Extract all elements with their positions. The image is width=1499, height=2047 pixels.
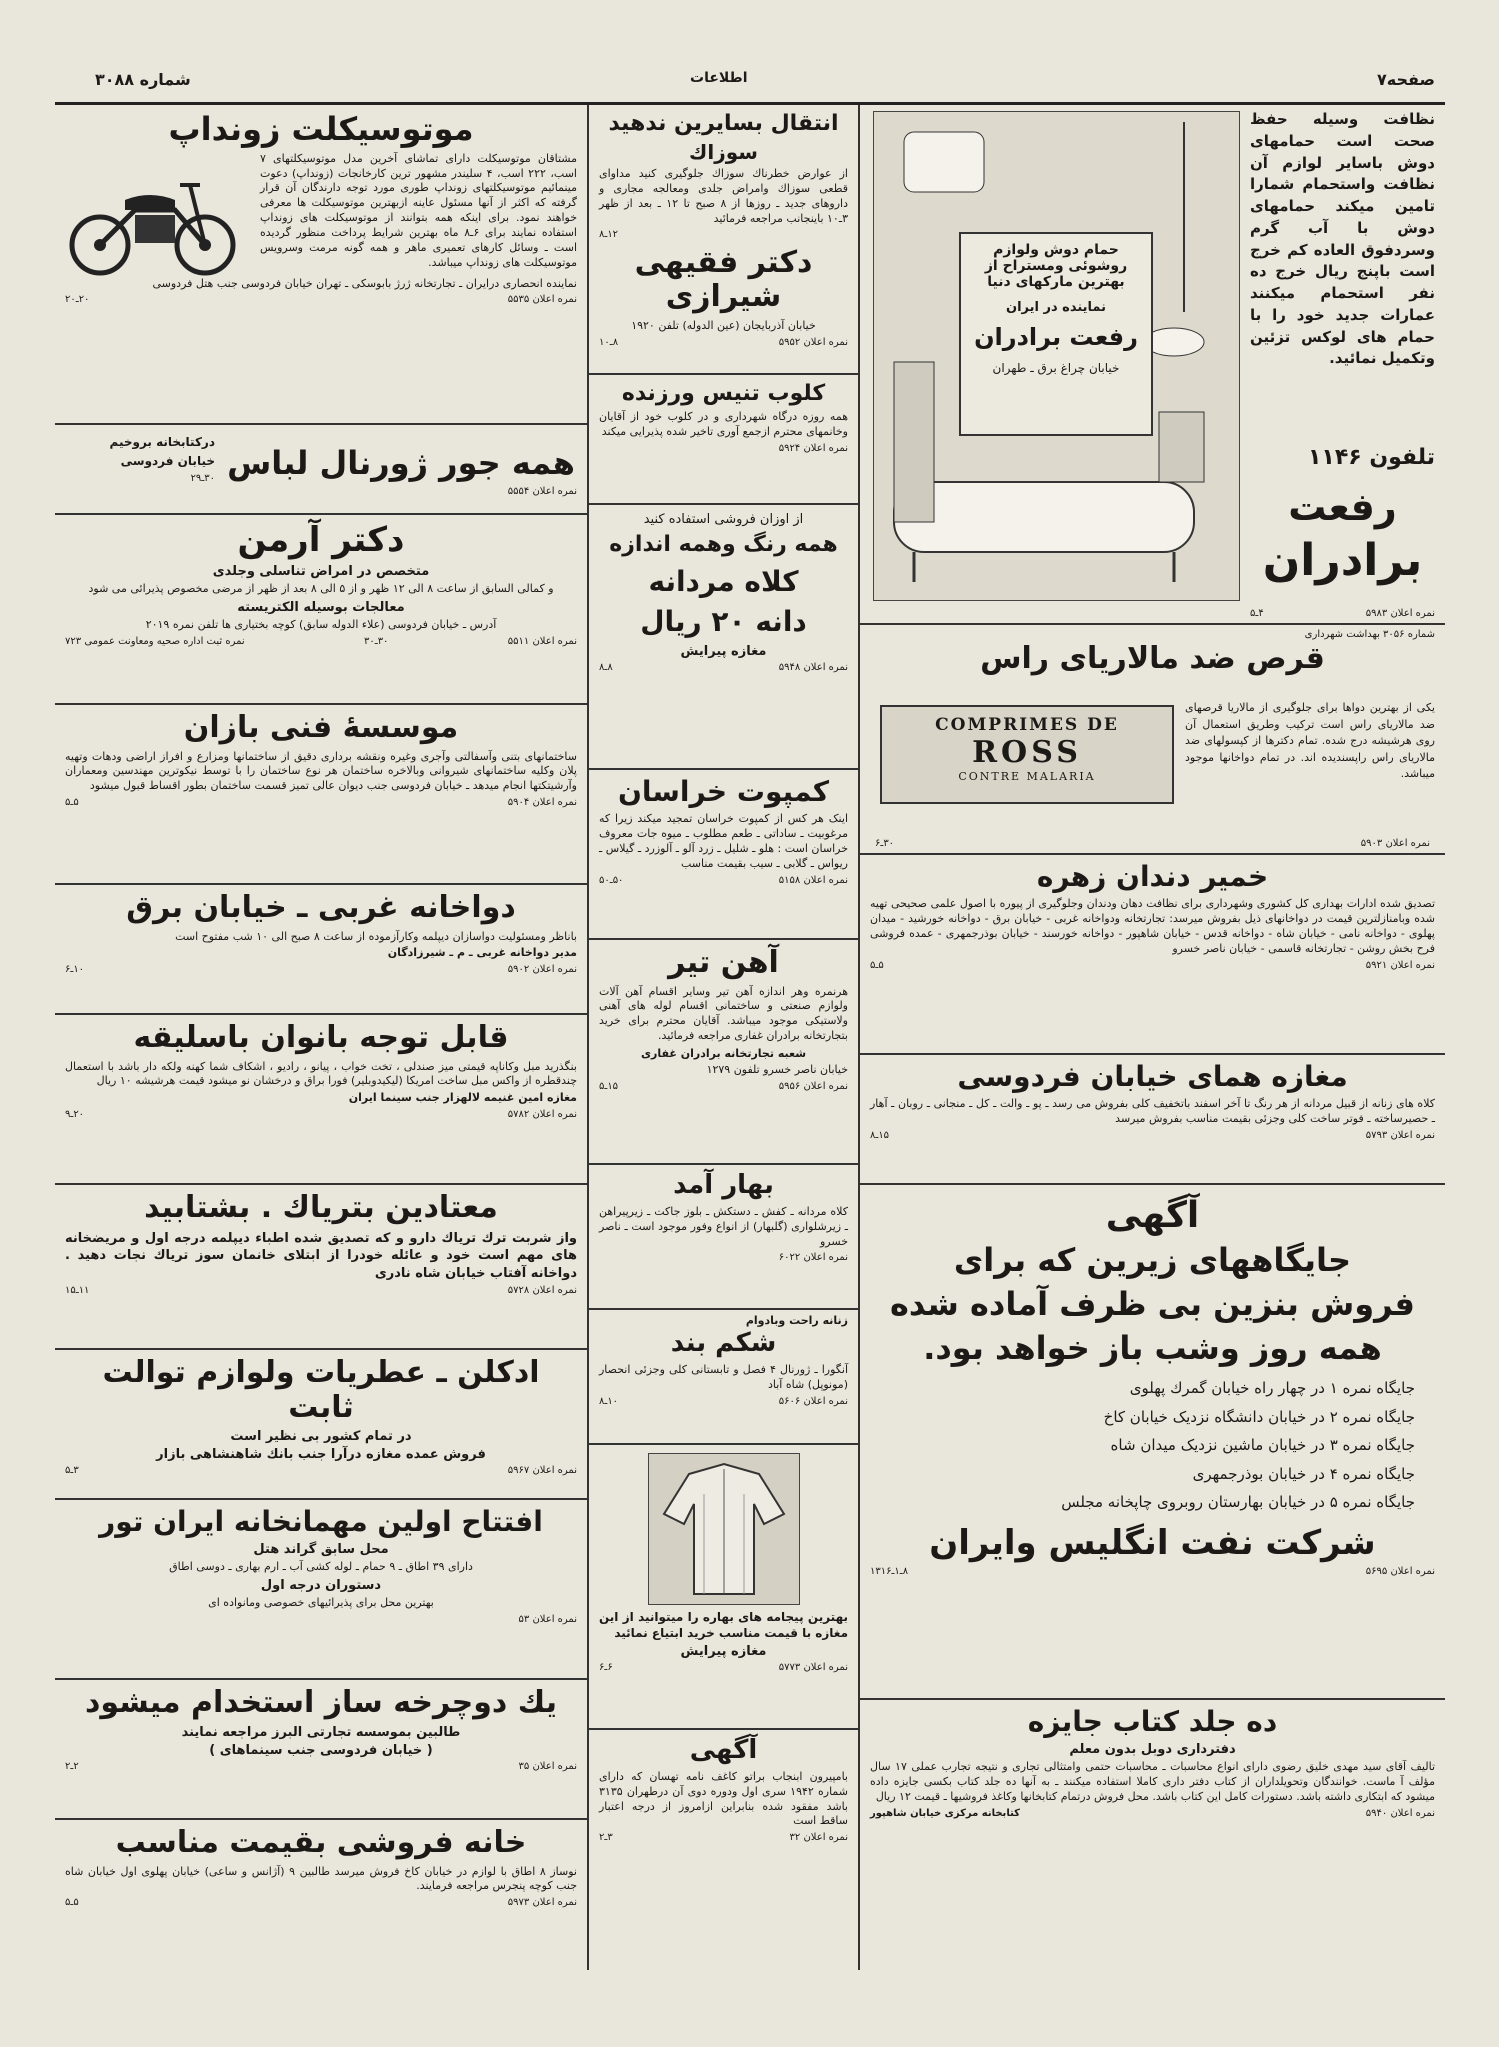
journal-title: همه جور ژورنال لباس — [227, 444, 575, 482]
ad-house-for-sale — [55, 1820, 587, 1960]
books-adno: نمره اعلان ۵۹۴۰ — [1365, 1807, 1435, 1819]
pajama-footer — [599, 1662, 848, 1673]
hat-code: ۱۵ـ۸ — [870, 1129, 890, 1141]
moto-footer — [65, 294, 577, 305]
cologne-code: ۳ـ۵ — [65, 1465, 79, 1476]
move-adno: نمره اعلان ۵۹۵۲ — [778, 336, 848, 348]
ad-zundapp-motorcycle — [55, 105, 587, 425]
ad-opium-cure — [55, 1185, 587, 1350]
books-footer — [870, 1808, 1435, 1819]
house-code: ۵ـ۵ — [65, 1897, 79, 1909]
pharmacy-footer — [65, 964, 577, 975]
hat-footer — [870, 1130, 1435, 1141]
toothpaste-title: خمیر دندان زهره — [1036, 860, 1269, 893]
motorcycle-illustration — [65, 165, 240, 280]
bath-code: ۴ـ۵ — [1250, 608, 1264, 619]
bathroom-illustration — [873, 111, 1240, 601]
ad-bathroom — [860, 105, 1445, 625]
notice2-footer — [599, 1832, 848, 1843]
armen-registration: نمره ثبت اداره صحیه ومعاونت عمومی ۷۲۳ — [65, 635, 245, 647]
hotel-text: دارای ۳۹ اطاق ـ ۹ حمام ـ لوله کشی آب ـ ارم بهاری ـ دوسی اطاق — [169, 1560, 473, 1574]
doctor-address: خیابان آذربایجان (عین الدوله) تلفن ۱۹۲۰ — [631, 318, 816, 332]
iron-footer — [599, 1081, 848, 1092]
move-text: از عوارض خطرناك سوزاك جلوگیری کنید مداوای قطعی سوزاك وامراض جلدی ومعالجه مجاری و داروهای جدید ـ روزها از ۸ صبح تا ۱۲ ـ بعد از ظهر ۳ـ۱۰ باینجانب مراجعه فرمائید — [599, 167, 848, 225]
tennis-text: همه روزه درگاه شهرداری و در کلوب خود از آقایان وخانمهای محترم ازجمع آوری تاخیر شده پذیرایی میکند — [599, 410, 848, 439]
pajama-drawing — [649, 1454, 799, 1604]
belt-code: ۱۰ـ۸ — [599, 1395, 619, 1407]
ladies-footer — [65, 1109, 577, 1120]
bazan-code: ۵ـ۵ — [65, 797, 79, 809]
move-footer — [599, 337, 848, 348]
ad-toothpaste — [860, 855, 1445, 1055]
ad-iron-beams — [589, 940, 858, 1165]
ad-mens-hats — [589, 505, 858, 770]
iron-code: ۱۵ـ۵ — [599, 1080, 619, 1092]
ad-petrol-stations — [860, 1185, 1445, 1700]
journal-footer — [65, 486, 577, 497]
house-footer — [65, 1897, 577, 1908]
ad-bicycle-repairman — [55, 1680, 587, 1820]
hat-adno: نمره اعلان ۵۷۹۳ — [1365, 1129, 1435, 1141]
malaria-title: قرص ضد مالاریای راس — [980, 641, 1325, 676]
bath-phone: تلفون ۱۱۴۶ — [1307, 445, 1435, 470]
malaria-footer — [875, 838, 1430, 849]
right-column — [860, 105, 1445, 1970]
hotel-title: افتتاح اولین مهمانخانه ایران تور — [99, 1505, 543, 1538]
cologne-text: در تمام کشور بی نظیر است — [230, 1429, 412, 1444]
armen-title: دکتر آرمن — [237, 520, 405, 560]
bike-footer — [65, 1761, 577, 1772]
pajama-code: ۶ـ۶ — [599, 1662, 613, 1674]
cologne-title: ادکلن ـ عطریات ولوازم توالت ثابت — [102, 1355, 540, 1425]
bath-footer — [1250, 608, 1435, 619]
ross-pill-tube — [880, 705, 1174, 804]
ladies-text: بنگذرید مبل وکاناپه قیمتی میز صندلی ، تخت خواب ، پیانو ، رادیو ، اشکاف شما کهنه ولکه دار باشد با استعمال چندقطره از واکس مبل ساخت امریکا (لیکیدوبلیر) فورا براق و درخشان نو میشود قیمت هرشیشه ۱۰ ریال — [65, 1059, 577, 1088]
spring-text: کلاه مردانه ـ کفش ـ دستکش ـ بلوز جاکت ـ زیرپیراهن ـ زیرشلواری (گلبهار) از انواع وفور موجود است ـ ناصر خسرو — [599, 1204, 848, 1248]
pharmacy-title: دواخانه غربی ـ خیابان برق — [126, 890, 516, 925]
bath-agent-name: رفعت برادران — [974, 323, 1138, 351]
hats-line-0: از اوزان فروشی استفاده کنید — [643, 512, 804, 527]
notice2-code: ۳ـ۲ — [599, 1832, 613, 1844]
bazan-footer — [65, 797, 577, 808]
move-subtitle: سوزاك — [689, 140, 758, 165]
hotel-footer — [65, 1614, 577, 1625]
opium-footer — [65, 1285, 577, 1296]
tennis-adno: نمره اعلان ۵۹۲۴ — [778, 442, 848, 454]
opium-text: واز شربت ترك تریاك دارو و که تصدیق شده اطباء دیپلمه درجه اول و مریضخانه های مهم است خود و عائله خودرا از ابتلای خانمان سوز تریاك نجات دهید . دواخانه آفتاب خیابان شاه نادری — [65, 1230, 577, 1281]
ad-malaria-pills — [860, 625, 1445, 855]
station-list — [890, 1374, 1415, 1517]
ad-doctor-armen — [55, 515, 587, 705]
station-item: جایگاه نمره ۴ در خیابان بوذرجمهری — [1192, 1464, 1415, 1483]
tennis-footer — [599, 443, 848, 454]
moto-title: موتوسیکلت زونداپ — [168, 110, 474, 148]
armen-hours: و کمالی السابق از ساعت ۸ الی ۱۲ ظهر و از ۵ الی ۸ بعد از ظهر از مرضی مخصوص پذیرائی می شود — [88, 582, 554, 596]
belt-adno: نمره اعلان ۵۶۰۶ — [778, 1395, 848, 1407]
motorcycle-drawing — [65, 165, 240, 280]
ad-cologne — [55, 1350, 587, 1500]
books-title: ده جلد کتاب جایزه — [1027, 1705, 1278, 1738]
toothpaste-adno: نمره اعلان ۵۹۲۱ — [1365, 959, 1435, 971]
ad-gharbi-pharmacy — [55, 885, 587, 1015]
books-text: تالیف آقای سید مهدی خلیق رضوی دارای انواع محاسبات ـ محاسبات حتمی وامتثالی تجاری و نتیجه تجارب عملی ۱۷ سال مؤلف آ ماست. خوانندگان وتحویلداران از کتاب دفتر داری کاملا استفاده میکنند ـ به آنها ده جلد کتاب بکسی جایزه داده میشود که ابتکاری داشته باشد. دستورات کامل این کتاب باشد. محل فروش درتمام کتابخانها وکاغذ فروشیها ـ قیمت ۱۲ ریال — [870, 1760, 1436, 1803]
belt-top: زنانه راحت وبادوام — [745, 1314, 848, 1327]
station-item: جایگاه نمره ۱ در چهار راه خیابان گمرك پهلوی — [1129, 1379, 1415, 1398]
toothpaste-footer — [870, 960, 1435, 971]
belt-title: شکم بند — [670, 1328, 777, 1358]
ad-venereal-doctor — [589, 105, 858, 375]
notice-adno: نمره اعلان ۵۶۹۵ — [1365, 1565, 1435, 1577]
notice-code: ۸ـ۱ـ۱۳۱۶ — [870, 1565, 909, 1577]
compote-text: اینک هر کس از کمپوت خراسان تمجید میکند زیرا که مرغوبیت ـ ساداتی ـ طعم مطلوب ـ میوه جات معروف خراسان است : هلو ـ شلیل ـ زرد آلو ـ آلوزرد ـ گیلاس ـ ریواس ـ گلابی ـ سیب بقیمت مناسب — [599, 812, 848, 870]
bath-agent-label: نماینده در ایران — [1005, 300, 1107, 315]
notice-line-1: جایگاههای زیرین که برای — [953, 1241, 1352, 1280]
compote-title: کمپوت خراسان — [617, 775, 830, 808]
ad-bazan-institute — [55, 705, 587, 885]
move-code: ۱۲ـ۸ — [599, 228, 619, 240]
armen-footer — [65, 636, 577, 647]
notice-line-3: همه روز وشب باز خواهد بود. — [923, 1329, 1382, 1368]
bath-address: خیابان چراغ برق ـ طهران — [992, 361, 1120, 375]
ladies-code: ۲۰ـ۹ — [65, 1109, 85, 1121]
ladies-adno: نمره اعلان ۵۷۸۲ — [507, 1109, 577, 1121]
hats-line-3: دانه ۲۰ ریال — [640, 604, 807, 638]
iron-adno: نمره اعلان ۵۹۵۶ — [778, 1080, 848, 1092]
page-number: صفحه۷ — [1377, 70, 1435, 89]
hats-code: ۸ـ۸ — [599, 662, 613, 674]
pharmacy-adno: نمره اعلان ۵۹۰۲ — [507, 964, 577, 976]
journal-code: ۳۰ـ۲۹ — [190, 473, 215, 485]
tennis-title: کلوب تنیس ورزنده — [621, 381, 826, 406]
books-subtitle: دفترداری دوبل بدون معلم — [1069, 1742, 1236, 1758]
ross-label-1: COMPRIMES DE — [935, 715, 1119, 735]
bike-text: طالبین بموسسه تجارتی البرز مراجعه نمایند — [181, 1724, 461, 1740]
iron-address: خیابان ناصر خسرو تلفون ۱۲۷۹ — [706, 1062, 848, 1076]
house-text: نوساز ۸ اطاق با لوازم در خیابان کاخ فروش میرسد طالبین ۹ (آژانس و ساعی) خیابان پهلوی اول خیابان شاه جنب کوچه پنجرس مراجعه فرمایند. — [65, 1864, 577, 1893]
bath-adno: نمره اعلان ۵۹۸۳ — [1365, 608, 1435, 619]
house-title: خانه فروشی بقیمت مناسب — [115, 1825, 527, 1860]
opium-adno: نمره اعلان ۵۷۲۸ — [507, 1285, 577, 1297]
middle-column — [589, 105, 858, 1870]
hats-adno: نمره اعلان ۵۹۴۸ — [778, 662, 848, 674]
ad-fashion-journal — [55, 425, 587, 515]
pajama-text: بهترین پیجامه های بهاره را میتوانید از این مغازه با قیمت مناسب خرید ابتیاع نمائید — [599, 1610, 848, 1641]
belt-text: آنگورا ـ ژورنال ۴ فصل و تابستانی کلی وجزئی انحصار (مونوپل) شاه آباد — [599, 1362, 848, 1391]
house-adno: نمره اعلان ۵۹۷۳ — [507, 1897, 577, 1909]
bath-box-text: حمام دوش ولوازم روشوئی ومستراح از بهترین مارکهای دنیا — [984, 242, 1128, 290]
opium-code: ۱۱ـ۱۵ — [65, 1285, 90, 1297]
bath-text: نظافت وسیله حفظ صحت است حمامهای دوش باسایر لوازم آن نظافت واستحمام شمارا تامین میکند حمامهای دوش با آب گرم وسردفوق العاده کم خرج است باپنج ریال خرج ده نفر استحمام میکنند عمارات جدید خود را با حمام های لوکس تزئین وتکمیل نمائید. — [1250, 110, 1435, 368]
notice-line-2: فروش بنزین بی ظرف آماده شده — [890, 1285, 1415, 1324]
pajama-shop: مغازه پیرایش — [680, 1644, 767, 1660]
cologne-footer — [65, 1465, 577, 1476]
armen-adno: نمره اعلان ۵۵۱۱ — [507, 635, 577, 647]
ad-belt — [589, 1310, 858, 1445]
opium-title: معتادین بتریاك . بشتابید — [144, 1190, 498, 1225]
page-header — [55, 62, 1445, 102]
pharmacy-text: باناظر ومسئولیت دواسازان دیپلمه وکارآزموده از ساعت ۸ صبح الی ۱۰ شب مفتوح است — [175, 929, 577, 943]
iron-text: هرنمره وهر اندازه آهن تیر وسایر اقسام آهن آلات ولوازم صنعتی و ساختمانی اقسام لوله های آهنی ولاستیکی موجود میباشد. آقایان محترم برای خرید بتجارتخانه برادران غفاری مراجعه فرمائید. — [599, 984, 848, 1043]
hotel-subtitle: محل سابق گراند هتل — [253, 1542, 389, 1558]
malaria-ref: شماره ۳۰۵۶ بهداشت شهرداری — [1304, 629, 1435, 640]
station-item: جایگاه نمره ۳ در خیابان ماشین نزدیک میدان شاه — [1110, 1436, 1415, 1455]
newspaper-name: اطلاعات — [690, 70, 748, 86]
hotel-restaurant: دستوران درجه اول — [260, 1578, 382, 1594]
hats-footer — [599, 662, 848, 673]
moto-code: ۲۰ـ۲۰ — [65, 294, 90, 306]
journal-address: خیابان فردوسی — [120, 454, 215, 469]
pajama-illustration — [648, 1453, 800, 1605]
journal-shop: درکتابخانه بروخیم — [109, 435, 215, 449]
books-shop: کتابخانه مرکزی خیابان شاهپور — [870, 1807, 1020, 1819]
bazan-title: موسسهٔ فنی بازان — [183, 710, 459, 745]
cologne-adno: نمره اعلان ۵۹۶۷ — [507, 1465, 577, 1476]
hotel-text-2: بهترین محل برای پذیرائیهای خصوصی ومانواده ای — [208, 1596, 434, 1610]
notice2-adno: نمره اعلان ۳۲ — [789, 1832, 848, 1844]
armen-code: ۳۰ـ۳۰ — [364, 635, 389, 647]
compote-footer — [599, 875, 848, 886]
notice-title: آگهی — [1105, 1195, 1200, 1236]
spring-title: بهار آمد — [673, 1170, 774, 1200]
station-item: جایگاه نمره ۲ در خیابان دانشگاه نزدیک خیابان کاخ — [1103, 1407, 1415, 1426]
move-title: انتقال بسایرین ندهید — [608, 111, 839, 136]
bike-code: ۲ـ۲ — [65, 1760, 79, 1772]
oil-company-name: شرکت نفت انگلیس وایران — [929, 1522, 1376, 1563]
journal-adno: نمره اعلان ۵۵۵۴ — [507, 485, 577, 497]
malaria-code: ۳۰ـ۶ — [875, 838, 895, 849]
ladies-shop: مغازه امین غنیمه لالهزار جنب سینما ایران — [348, 1091, 577, 1105]
pharmacy-code: ۱۰ـ۶ — [65, 964, 85, 976]
spring-adno: نمره اعلان ۶۰۲۲ — [778, 1252, 848, 1264]
moto-agent: نماینده انحصاری درایران ـ تجارتخانه ژرژ بابوسکی ـ تهران خیابان فردوسی جنب هتل فردوسی — [152, 276, 577, 290]
bazan-text: ساختمانهای بتنی وآسفالتی وآجری وغیره ونقشه برداری دقیق از ساختمانها ومزارع و افراز اراضی ودهات وتهیه پلان وکلیه ساختمانهای شیروانی وبالاخره ساختمان هر نوع ساختمان را با توسط نیکوترین مهندسین ومعماران وآرشیتکتها انجام میدهد ـ خیابان فردوسی جنب دیوان عالی تمیز قسمت ساختمان بطور اقساط قبول میشود — [65, 749, 577, 793]
iron-title: آهن تیر — [668, 945, 779, 980]
ad-spring-arrived — [589, 1165, 858, 1310]
notice2-title: آگهی — [689, 1735, 758, 1765]
bath-brand-1: رفعت — [1288, 485, 1397, 529]
notice2-text: بامپیرون ابنجاب براتو کاغف نامه تهسان که دارای شماره ۱۹۴۲ سری اول ودوره دوی آن درطهران ۳۱۳۵ باشد مفقود شده بنابراین ازامروز از درجه اعتبار ساقط است — [599, 1769, 849, 1828]
malaria-adno: نمره اعلان ۵۹۰۳ — [1360, 838, 1430, 849]
toothpaste-code: ۵ـ۵ — [870, 959, 884, 971]
armen-address: آدرس ـ خیابان فردوسی (علاء الدوله سابق) کوچه بختیاری ها تلفن نمره ۲۰۱۹ — [145, 617, 497, 631]
move-code-2: ۸ـ۱۰ — [599, 336, 619, 348]
ad-compote — [589, 770, 858, 940]
left-column — [55, 105, 587, 1960]
armen-electric: معالجات بوسیله الکتریسته — [237, 599, 405, 615]
malaria-text: یکی از بهترین دواها برای جلوگیری از مالاریا قرصهای ضد مالاریای راس است ترکیب وطریق استعمال آن روی هرشیشه درج شده. تمام دکترها از کپسولهای ضد مالاریای راس راپسندیده اند. در تمام دواخانها موجود میباشد. — [1185, 701, 1435, 780]
bazan-adno: نمره اعلان ۵۹۰۴ — [507, 797, 577, 809]
ad-lost-notice — [589, 1730, 858, 1870]
issue-number: شماره ۳۰۸۸ — [95, 70, 191, 89]
toothpaste-text: تصدیق شده ادارات بهداری کل کشوری وشهرداری برای نظافت دهان ودندان وجلوگیری از پیوره با اصول علمی صحیحی تهیه شده وبامنازلترین قیمت در دواخانهای ذیل بفروش میرسد: تجارتخانه ودواخانه غربی - خیابان برق - دواخانه خورشید - میدان پهلوی - دواخانه نامی - خیابان شاه - دواخانه قدس - خیابان شاهپور - دواخانه خورسند - خیابان بوذرجمهری - عمده فروشی فرح بخش روشن - تجارتخانه قاسمی - خیابان ناصر خسرو — [870, 897, 1435, 955]
ad-hat-shop — [860, 1055, 1445, 1185]
bike-adno: نمره اعلان ۳۵ — [518, 1760, 577, 1772]
spring-footer — [599, 1252, 848, 1263]
bath-brand-2: برادران — [1262, 535, 1423, 586]
bath-caption-box — [959, 232, 1153, 436]
doctor-name: دکتر فقیهی شیرازی — [634, 244, 813, 315]
station-item: جایگاه نمره ۵ در خیابان بهارستان روبروی چاپخانه مجلس — [1061, 1493, 1415, 1512]
ad-iran-tour-hotel — [55, 1500, 587, 1680]
hat-text: کلاه های زنانه از قبیل مردانه از هر رنگ تا آخر اسفند باتخفیف کلی بفروش می رسد ـ پو ـ والت ـ کل ـ منجانی ـ روبان ـ آهار ـ حصیرساخته ـ فوتر ساخت کلی وجزئی بقیمت مناسب بفروش میرسد — [870, 1097, 1435, 1126]
notice-footer — [870, 1566, 1435, 1577]
ladies-title: قابل توجه بانوان باسلیقه — [133, 1020, 509, 1055]
hotel-adno: نمره اعلان ۵۳ — [518, 1613, 577, 1625]
hat-title: مغازه همای خیابان فردوسی — [957, 1060, 1348, 1093]
hats-line-2: کلاه مردانه — [648, 564, 799, 598]
hats-shop: مغازه پیرایش — [680, 644, 767, 660]
cologne-shop: فروش عمده مغازه درآرا جنب بانك شاهنشاهی بازار — [156, 1447, 486, 1462]
bike-title: یك دوچرخه ساز استخدام میشود — [85, 1685, 557, 1720]
moto-adno: نمره اعلان ۵۵۳۵ — [507, 294, 577, 306]
compote-code: ۵۰ـ۵۰ — [599, 874, 624, 886]
ross-label-3: CONTRE MALARIA — [958, 770, 1096, 783]
moto-text: مشتاقان موتوسیکلت دارای تماشای آخرین مدل موتوسیکلتهای ۷ اسب، ۲۲۲ اسب، ۴ سلیندر مشهور ترین کارخانجات (زونداپ) دعوت مینمائیم موتوسیکلتهای زونداپ طوری مورد توجه دارندگان آن قرار گرفته که اکثر از آنها مسئول عاینه ازبهترین موتوسیکلت ها معرفی خواهند نمود. برای اینکه همه بتوانند از موتوسیکلت های زونداپ استفاده نمایند برای ۶ـ۸ ماه بهترین شرایط پرداخت منظور گردیده است ـ وسائل کارهای تعمیری ماهر و همه گونه مرمت وسرویس موتوسیکلت های زونداپ میباشد. — [260, 151, 577, 269]
ad-pajamas — [589, 1445, 858, 1730]
hats-line-1: همه رنگ وهمه اندازه — [609, 532, 838, 557]
ad-prize-books — [860, 1700, 1445, 1970]
ad-tennis-club — [589, 375, 858, 505]
bike-address: ( خیابان فردوسی جنب سینماهای ) — [209, 1742, 433, 1758]
armen-specialty: متخصص در امراض تناسلی وجلدی — [212, 564, 430, 580]
iron-shop: شعبه تجارتخانه برادران غفاری — [640, 1046, 807, 1060]
ross-label-2: ROSS — [972, 735, 1082, 770]
belt-footer — [599, 1396, 848, 1407]
ad-furniture-polish — [55, 1015, 587, 1185]
pharmacy-manager: مدیر دواخانه غربی ـ م ـ شیرزادگان — [387, 946, 577, 960]
pajama-adno: نمره اعلان ۵۷۷۳ — [778, 1662, 848, 1674]
compote-adno: نمره اعلان ۵۱۵۸ — [778, 874, 848, 886]
